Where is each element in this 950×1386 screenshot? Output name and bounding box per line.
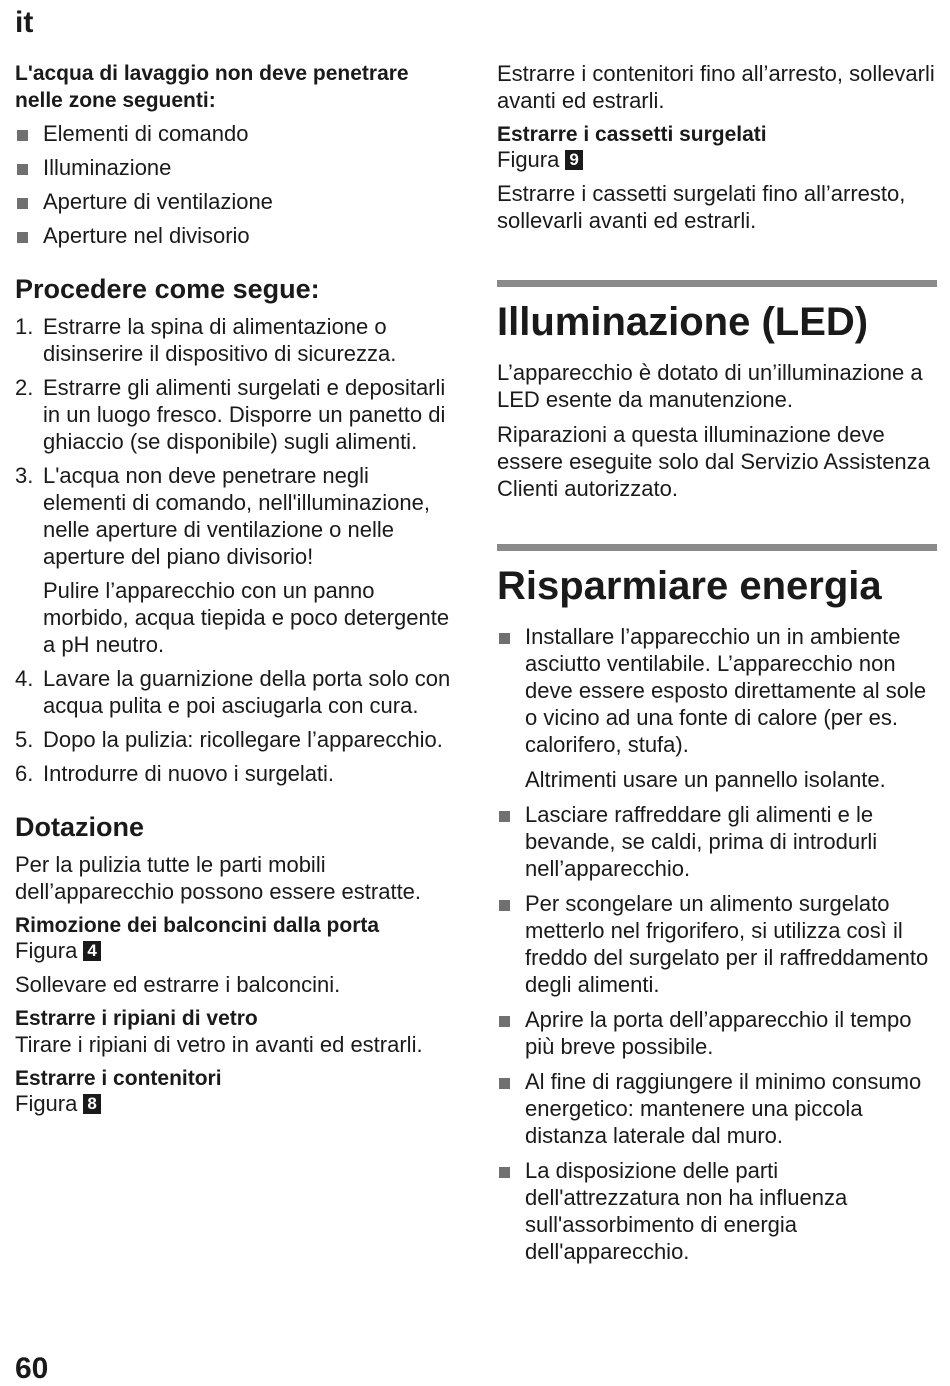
step-number: 6.	[15, 761, 34, 786]
dotazione-text: Per la pulizia tutte le parti mobili dell’apparecchio possono essere estratte.	[15, 852, 422, 904]
step-text: Lavare la guarnizione della porta solo con acqua pulita e poi asciugarla con cura.	[43, 666, 451, 718]
dotazione-heading: Dotazione	[15, 812, 145, 842]
tip-text: Installare l’apparecchio un in ambiente asciutto ventilabile. L’apparecchio non deve essere esposto direttamente al sole o vicino ad una fonte di calore (per es. calorifero, stufa).	[525, 624, 927, 757]
figure-reference	[497, 147, 937, 172]
step-number: 1.	[15, 314, 34, 339]
contenitori-title: Estrarre i contenitori	[15, 1067, 222, 1090]
tip-text: La disposizione delle parti dell'attrezzatura non ha influenza sull'assorbimento di energia dell'apparecchio.	[525, 1158, 848, 1264]
energy-tips-list	[497, 623, 937, 1265]
list-item	[497, 1006, 937, 1060]
step-item	[15, 313, 455, 367]
step-item	[15, 665, 455, 719]
balconcini-text: Sollevare ed estrarre i balconcini.	[15, 972, 341, 997]
figure-reference	[15, 938, 455, 963]
list-item: Aperture di ventilazione	[15, 188, 455, 215]
zones-list	[15, 120, 455, 249]
figure-number-badge: 4	[83, 941, 100, 961]
step-number: 3.	[15, 463, 34, 488]
left-column	[15, 60, 455, 1124]
step-text: Introdurre di nuovo i surgelati.	[43, 761, 335, 786]
language-code: it	[15, 6, 34, 39]
figure-label: Figura	[497, 147, 560, 172]
list-item	[497, 623, 937, 793]
list-item	[497, 1068, 937, 1149]
tip-continuation: Altrimenti usare un pannello isolante.	[525, 767, 886, 792]
list-item: Aperture nel divisorio	[15, 222, 455, 249]
step-text: Dopo la pulizia: ricollegare l’apparecchio.	[43, 727, 443, 752]
section-divider	[497, 544, 937, 551]
step-item	[15, 726, 455, 753]
balconcini-title: Rimozione dei balconcini dalla porta	[15, 914, 380, 937]
step-number: 5.	[15, 727, 34, 752]
right-column	[497, 60, 937, 1273]
section-divider	[497, 280, 937, 287]
step-item	[15, 760, 455, 787]
figure-reference	[15, 1091, 455, 1116]
ripiani-text: Tirare i ripiani di vetro in avanti ed estrarli.	[15, 1032, 423, 1057]
step-extra-text: Pulire l’apparecchio con un panno morbido, acqua tiepida e poco detergente a pH neutro.	[43, 578, 450, 657]
led-paragraph-1: L’apparecchio è dotato di un’illuminazione a LED esente da manutenzione.	[497, 360, 923, 412]
step-text: L'acqua non deve penetrare negli elementi di comando, nell'illuminazione, nelle aperture di ventilazione o nelle aperture del piano divisorio!	[43, 463, 430, 569]
list-item: Illuminazione	[15, 154, 455, 181]
step-text: Estrarre gli alimenti surgelati e depositarli in un luogo fresco. Disporre un panetto di ghiaccio (se disponibile) sugli alimenti.	[43, 375, 446, 454]
tip-text: Aprire la porta dell’apparecchio il tempo più breve possibile.	[525, 1007, 912, 1059]
figure-number-badge: 9	[565, 150, 582, 170]
step-item	[15, 374, 455, 455]
page-number: 60	[15, 1352, 49, 1385]
procedure-steps	[15, 313, 455, 787]
led-paragraph-2: Riparazioni a questa illuminazione deve essere eseguite solo dal Servizio Assistenza Clienti autorizzato.	[497, 422, 930, 501]
tip-text: Per scongelare un alimento surgelato metterlo nel frigorifero, si utilizza così il freddo del surgelato per il raffreddamento degli alimenti.	[525, 891, 929, 997]
list-item	[497, 1157, 937, 1265]
step-number: 2.	[15, 375, 34, 400]
ripiani-title: Estrarre i ripiani di vetro	[15, 1007, 258, 1030]
procedure-heading: Procedere come segue:	[15, 274, 320, 304]
step-text: Estrarre la spina di alimentazione o disinserire il dispositivo di sicurezza.	[43, 314, 397, 366]
step-item	[15, 462, 455, 658]
figure-number-badge: 8	[83, 1094, 100, 1114]
figure-label: Figura	[15, 938, 78, 963]
energy-heading: Risparmiare energia	[497, 564, 882, 608]
list-item	[497, 890, 937, 998]
led-heading: Illuminazione (LED)	[497, 300, 869, 344]
contenitori-text: Estrarre i contenitori fino all’arresto, sollevarli avanti ed estrarli.	[497, 61, 935, 113]
step-number: 4.	[15, 666, 34, 691]
tip-text: Lasciare raffreddare gli alimenti e le bevande, se caldi, prima di introdurli nell’apparecchio.	[525, 802, 878, 881]
cassetti-title: Estrarre i cassetti surgelati	[497, 123, 767, 146]
list-item: Elementi di comando	[15, 120, 455, 147]
list-item	[497, 801, 937, 882]
intro-warning: L'acqua di lavaggio non deve penetrare nelle zone seguenti:	[15, 62, 409, 112]
tip-text: Al fine di raggiungere il minimo consumo energetico: mantenere una piccola distanza laterale dal muro.	[525, 1069, 922, 1148]
cassetti-text: Estrarre i cassetti surgelati fino all’arresto, sollevarli avanti ed estrarli.	[497, 181, 906, 233]
figure-label: Figura	[15, 1091, 78, 1116]
